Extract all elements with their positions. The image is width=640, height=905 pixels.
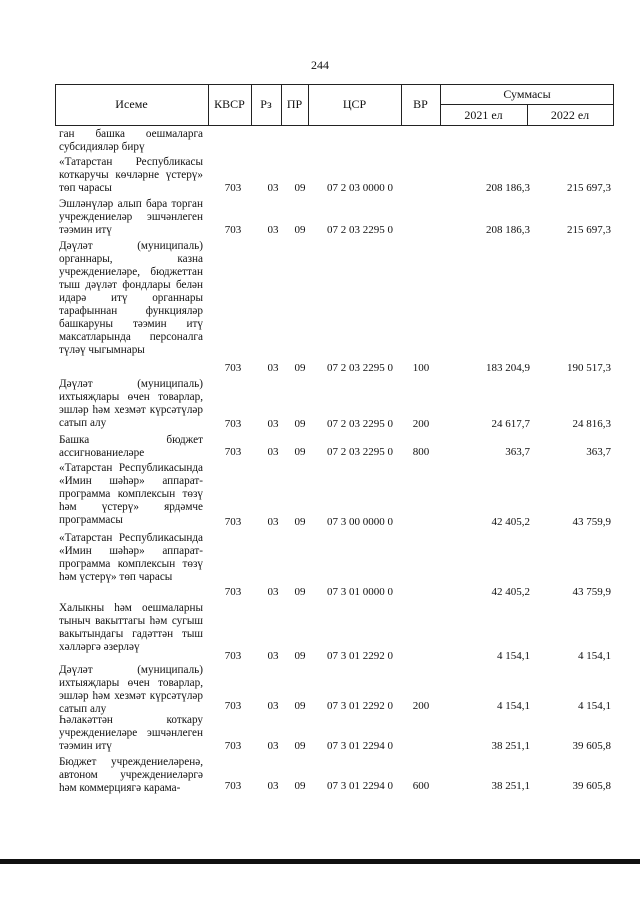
- row-csr: 07 3 01 0000 0: [327, 586, 393, 598]
- col-header-kvsr: КВСР: [214, 97, 245, 111]
- row-sum-2021: 42 405,2: [491, 586, 530, 598]
- table-row: [55, 714, 614, 754]
- col-header-vr: ВР: [413, 97, 428, 111]
- table-row: [55, 434, 614, 460]
- row-sum-2021: 38 251,1: [491, 780, 530, 792]
- table-row: [55, 156, 614, 196]
- row-pr: 09: [294, 516, 306, 528]
- row-csr: 07 3 01 2292 0: [327, 650, 393, 662]
- row-kvsr: 703: [224, 182, 242, 194]
- row-csr: 07 2 03 0000 0: [327, 182, 393, 194]
- row-name: Дәүләт (муниципаль) ихтыяҗлары өчен товарлар, эшләр һәм хезмәт күрсәтүләр сатып алу: [59, 378, 203, 429]
- row-name: ган башка оешмаларга субсидияләр бирү: [59, 128, 203, 153]
- row-pr: 09: [294, 586, 306, 598]
- row-name: Дәүләт (муниципаль) ихтыяҗлары өчен товарлар, эшләр һәм хезмәт күрсәтүләр сатып алу: [59, 664, 203, 715]
- page-number: 244: [311, 58, 329, 72]
- row-sum-2022: 43 759,9: [572, 586, 611, 598]
- row-pr: 09: [294, 418, 306, 430]
- table-header: [55, 84, 614, 126]
- col-header-sums: Суммасы: [503, 87, 551, 101]
- row-pr: 09: [294, 740, 306, 752]
- col-header-name: Исеме: [115, 97, 148, 111]
- table-row: [55, 532, 614, 600]
- row-csr: 07 2 03 2295 0: [327, 418, 393, 430]
- row-csr: 07 3 01 2294 0: [327, 740, 393, 752]
- row-kvsr: 703: [224, 418, 242, 430]
- row-sum-2021: 208 186,3: [486, 182, 530, 194]
- row-sum-2022: 43 759,9: [572, 516, 611, 528]
- row-csr: 07 2 03 2295 0: [327, 224, 393, 236]
- row-pr: 09: [294, 446, 306, 458]
- row-sum-2022: 215 697,3: [567, 224, 611, 236]
- row-rz: 03: [267, 586, 279, 598]
- row-sum-2022: 190 517,3: [567, 362, 611, 374]
- row-pr: 09: [294, 780, 306, 792]
- row-pr: 09: [294, 650, 306, 662]
- row-kvsr: 703: [224, 586, 242, 598]
- table-row: [55, 462, 614, 530]
- row-vr: 800: [412, 446, 430, 458]
- row-name: Дәүләт (муниципаль) органнары, казна учреждениеләре, бюджеттан тыш дәүләт фондлары белән идарә итү органнары тарафыннан функцияләр башкаруны тәэмин итү максатларында персоналга түләү чыгымнары: [59, 240, 203, 356]
- table-row: [55, 602, 614, 670]
- table-row: [55, 664, 614, 716]
- row-name: Башка бюджет ассигнованиеләре: [59, 434, 203, 459]
- row-rz: 03: [267, 418, 279, 430]
- row-kvsr: 703: [224, 700, 242, 712]
- row-name: «Татарстан Республикасы коткаручы көчләрне үстерү» төп чарасы: [59, 156, 203, 194]
- row-rz: 03: [267, 740, 279, 752]
- table-row: [55, 756, 614, 798]
- row-name: Халыкны һәм оешмаларны тыныч вакыттагы һәм сугыш вакытындагы гадәттән тыш хәлләргә әзерләү: [59, 602, 203, 653]
- row-sum-2022: 215 697,3: [567, 182, 611, 194]
- row-rz: 03: [267, 700, 279, 712]
- row-rz: 03: [267, 182, 279, 194]
- row-sum-2022: 4 154,1: [578, 700, 611, 712]
- row-name: Һәлакәттән коткару учреждениеләре эшчәнлеген тәэмин итү: [59, 714, 203, 752]
- row-name: «Татарстан Республикасында «Имин шәһәр» аппарат-программа комплексын төзү һәм үстерү» ярдәмче программасы: [59, 462, 203, 526]
- row-csr: 07 3 00 0000 0: [327, 516, 393, 528]
- row-sum-2022: 39 605,8: [572, 740, 611, 752]
- row-sum-2022: 39 605,8: [572, 780, 611, 792]
- row-rz: 03: [267, 516, 279, 528]
- row-csr: 07 2 03 2295 0: [327, 362, 393, 374]
- row-kvsr: 703: [224, 362, 242, 374]
- row-sum-2021: 24 617,7: [491, 418, 530, 430]
- row-kvsr: 703: [224, 650, 242, 662]
- row-name: Бюджет учреждениеләренә, автоном учреждениеләргә һәм коммерциягә карама-: [59, 756, 203, 794]
- row-rz: 03: [267, 650, 279, 662]
- row-kvsr: 703: [224, 224, 242, 236]
- table-row: [55, 198, 614, 238]
- row-csr: 07 3 01 2294 0: [327, 780, 393, 792]
- row-rz: 03: [267, 362, 279, 374]
- row-csr: 07 2 03 2295 0: [327, 446, 393, 458]
- row-name: «Татарстан Республикасында «Имин шәһәр» аппарат-программа комплексын төзү һәм үстерү» төп чарасы: [59, 532, 203, 583]
- col-header-csr: ЦСР: [342, 97, 367, 111]
- row-kvsr: 703: [224, 516, 242, 528]
- row-vr: 200: [412, 418, 430, 430]
- row-sum-2021: 4 154,1: [497, 700, 530, 712]
- row-vr: 600: [412, 780, 430, 792]
- col-header-2021: 2021 ел: [464, 108, 503, 122]
- row-sum-2022: 363,7: [586, 446, 611, 458]
- col-header-pr: ПР: [286, 97, 303, 111]
- row-sum-2021: 183 204,9: [486, 362, 530, 374]
- scan-edge-bar: [0, 859, 640, 864]
- row-name: Эшләнүләр алып бара торган учреждениеләр эшчәнлеген тәэмин итү: [59, 198, 203, 236]
- row-kvsr: 703: [224, 740, 242, 752]
- row-rz: 03: [267, 780, 279, 792]
- row-pr: 09: [294, 224, 306, 236]
- row-sum-2021: 4 154,1: [497, 650, 530, 662]
- row-sum-2021: 208 186,3: [486, 224, 530, 236]
- row-sum-2021: 42 405,2: [491, 516, 530, 528]
- row-sum-2022: 4 154,1: [578, 650, 611, 662]
- table-row: [55, 128, 614, 154]
- row-sum-2021: 38 251,1: [491, 740, 530, 752]
- table-row: [55, 240, 614, 376]
- row-kvsr: 703: [224, 446, 242, 458]
- row-sum-2022: 24 816,3: [572, 418, 611, 430]
- row-rz: 03: [267, 446, 279, 458]
- row-pr: 09: [294, 700, 306, 712]
- row-vr: 100: [412, 362, 430, 374]
- table-row: [55, 378, 614, 432]
- row-kvsr: 703: [224, 780, 242, 792]
- row-csr: 07 3 01 2292 0: [327, 700, 393, 712]
- row-vr: 200: [412, 700, 430, 712]
- row-pr: 09: [294, 182, 306, 194]
- row-sum-2021: 363,7: [505, 446, 530, 458]
- col-header-rz: Рз: [260, 97, 272, 111]
- row-rz: 03: [267, 224, 279, 236]
- col-header-2022: 2022 ел: [550, 108, 590, 122]
- row-pr: 09: [294, 362, 306, 374]
